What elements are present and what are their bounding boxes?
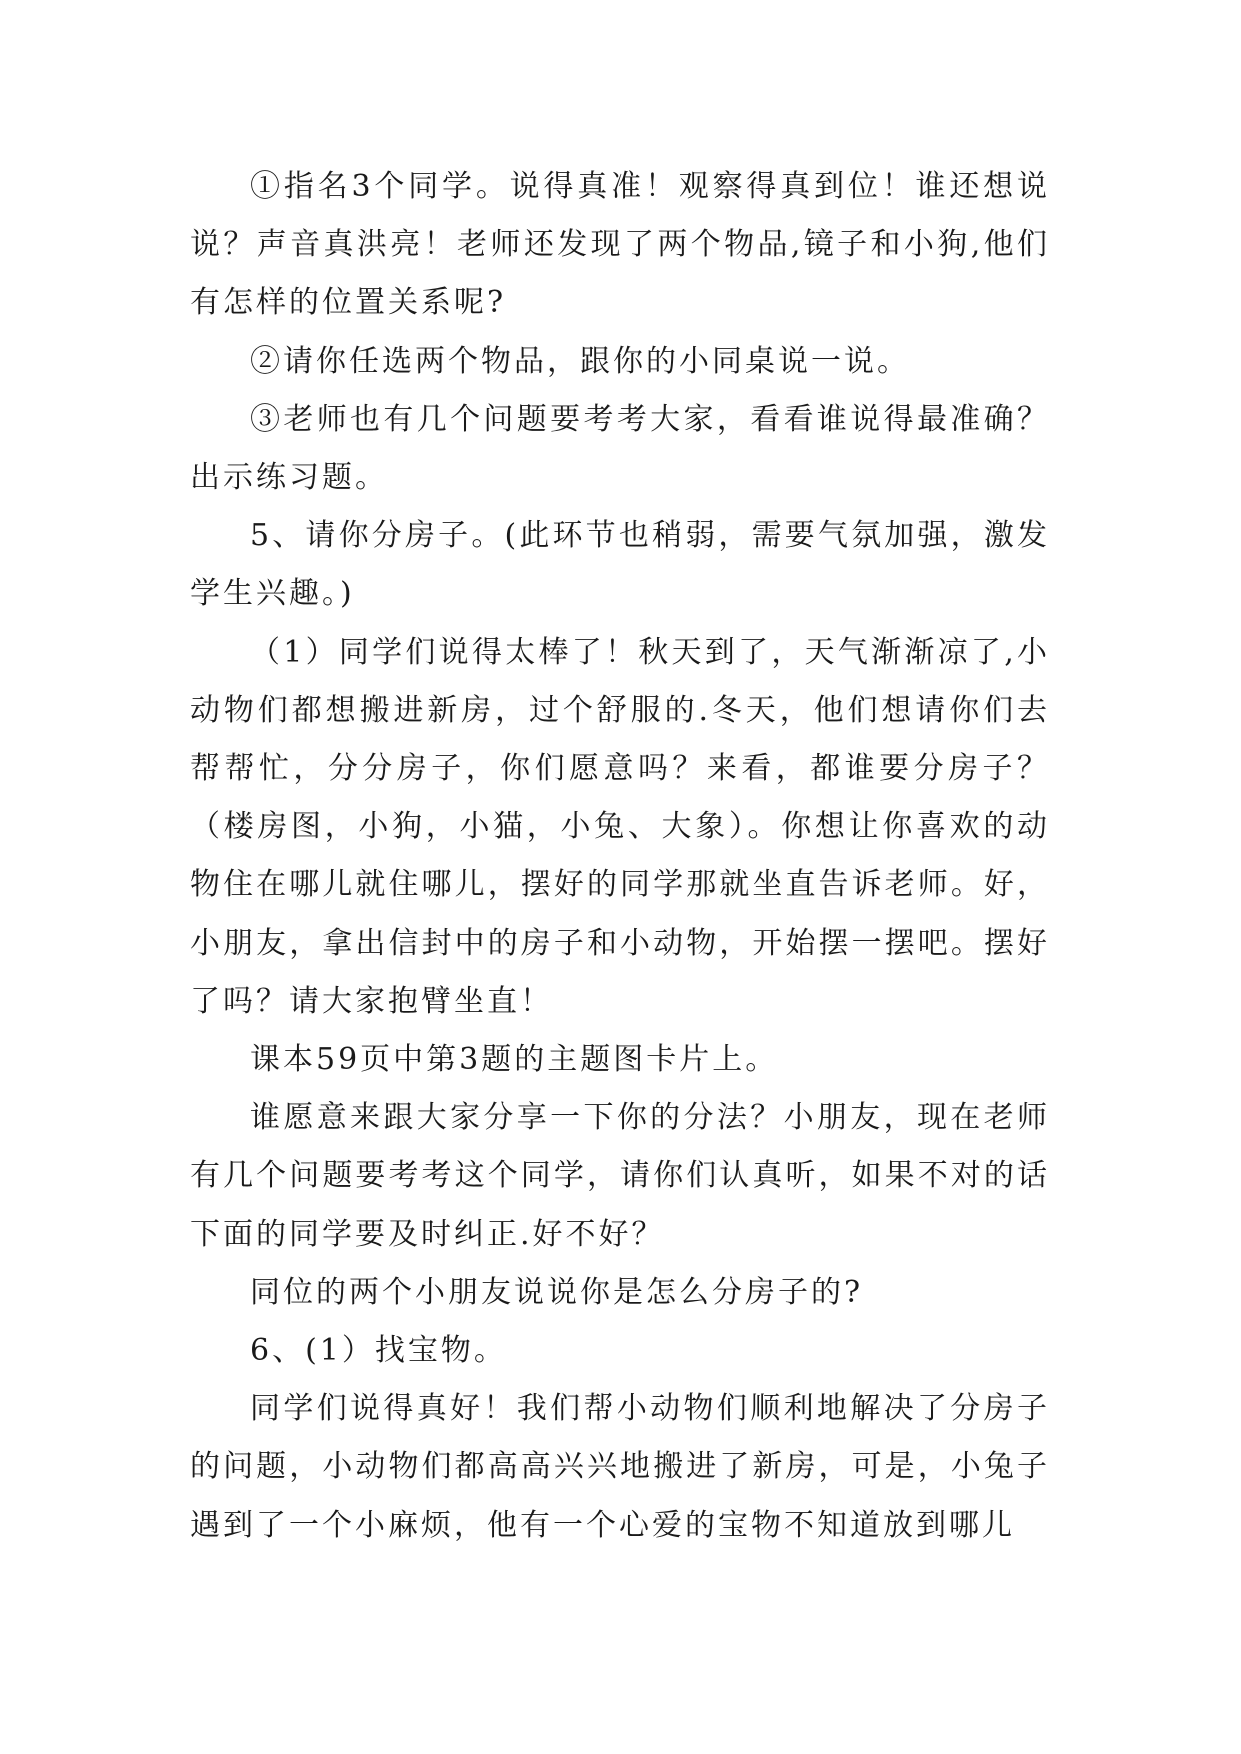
paragraph-1: ①指名3个同学。说得真准！观察得真到位！谁还想说说？声音真洪亮！老师还发现了两个物品,镜子和小狗,他们有怎样的位置关系呢?	[190, 169, 1050, 321]
paragraph-3: ③老师也有几个问题要考考大家，看看谁说得最准确？出示练习题。	[190, 401, 1050, 496]
paragraph-9: 6、(1）找宝物。	[250, 1333, 507, 1369]
paragraph-7: 谁愿意来跟大家分享一下你的分法？小朋友，现在老师有几个问题要考考这个同学，请你们认真听，如果不对的话下面的同学要及时纠正.好不好？	[190, 1100, 1050, 1252]
paragraph-5: （1）同学们说得太棒了！秋天到了，天气渐渐凉了,小动物们都想搬进新房，过个舒服的.冬天，他们想请你们去帮帮忙，分分房子，你们愿意吗？来看，都谁要分房子？（楼房图，小狗，小猫，小兔、大象）。你想让你喜欢的动物住在哪儿就住哪儿，摆好的同学那就坐直告诉老师。好，小朋友，拿出信封中的房子和小动物，开始摆一摆吧。摆好了吗？请大家抱臂坐直！	[190, 634, 1050, 1019]
paragraph-8: 同位的两个小朋友说说你是怎么分房子的?	[250, 1274, 864, 1310]
paragraph-2: ②请你任选两个物品，跟你的小同桌说一说。	[250, 343, 910, 379]
paragraph-4: 5、请你分房子。(此环节也稍弱，需要气氛加强，激发学生兴趣。)	[190, 518, 1050, 612]
paragraph-10: 同学们说得真好！我们帮小动物们顺利地解决了分房子的问题，小动物们都高高兴兴地搬进了新房，可是，小兔子遇到了一个小麻烦，他有一个心爱的宝物不知道放到哪儿	[190, 1391, 1050, 1543]
paragraph-6: 课本59页中第3题的主题图卡片上。	[250, 1042, 779, 1078]
document-page	[190, 158, 1050, 1555]
